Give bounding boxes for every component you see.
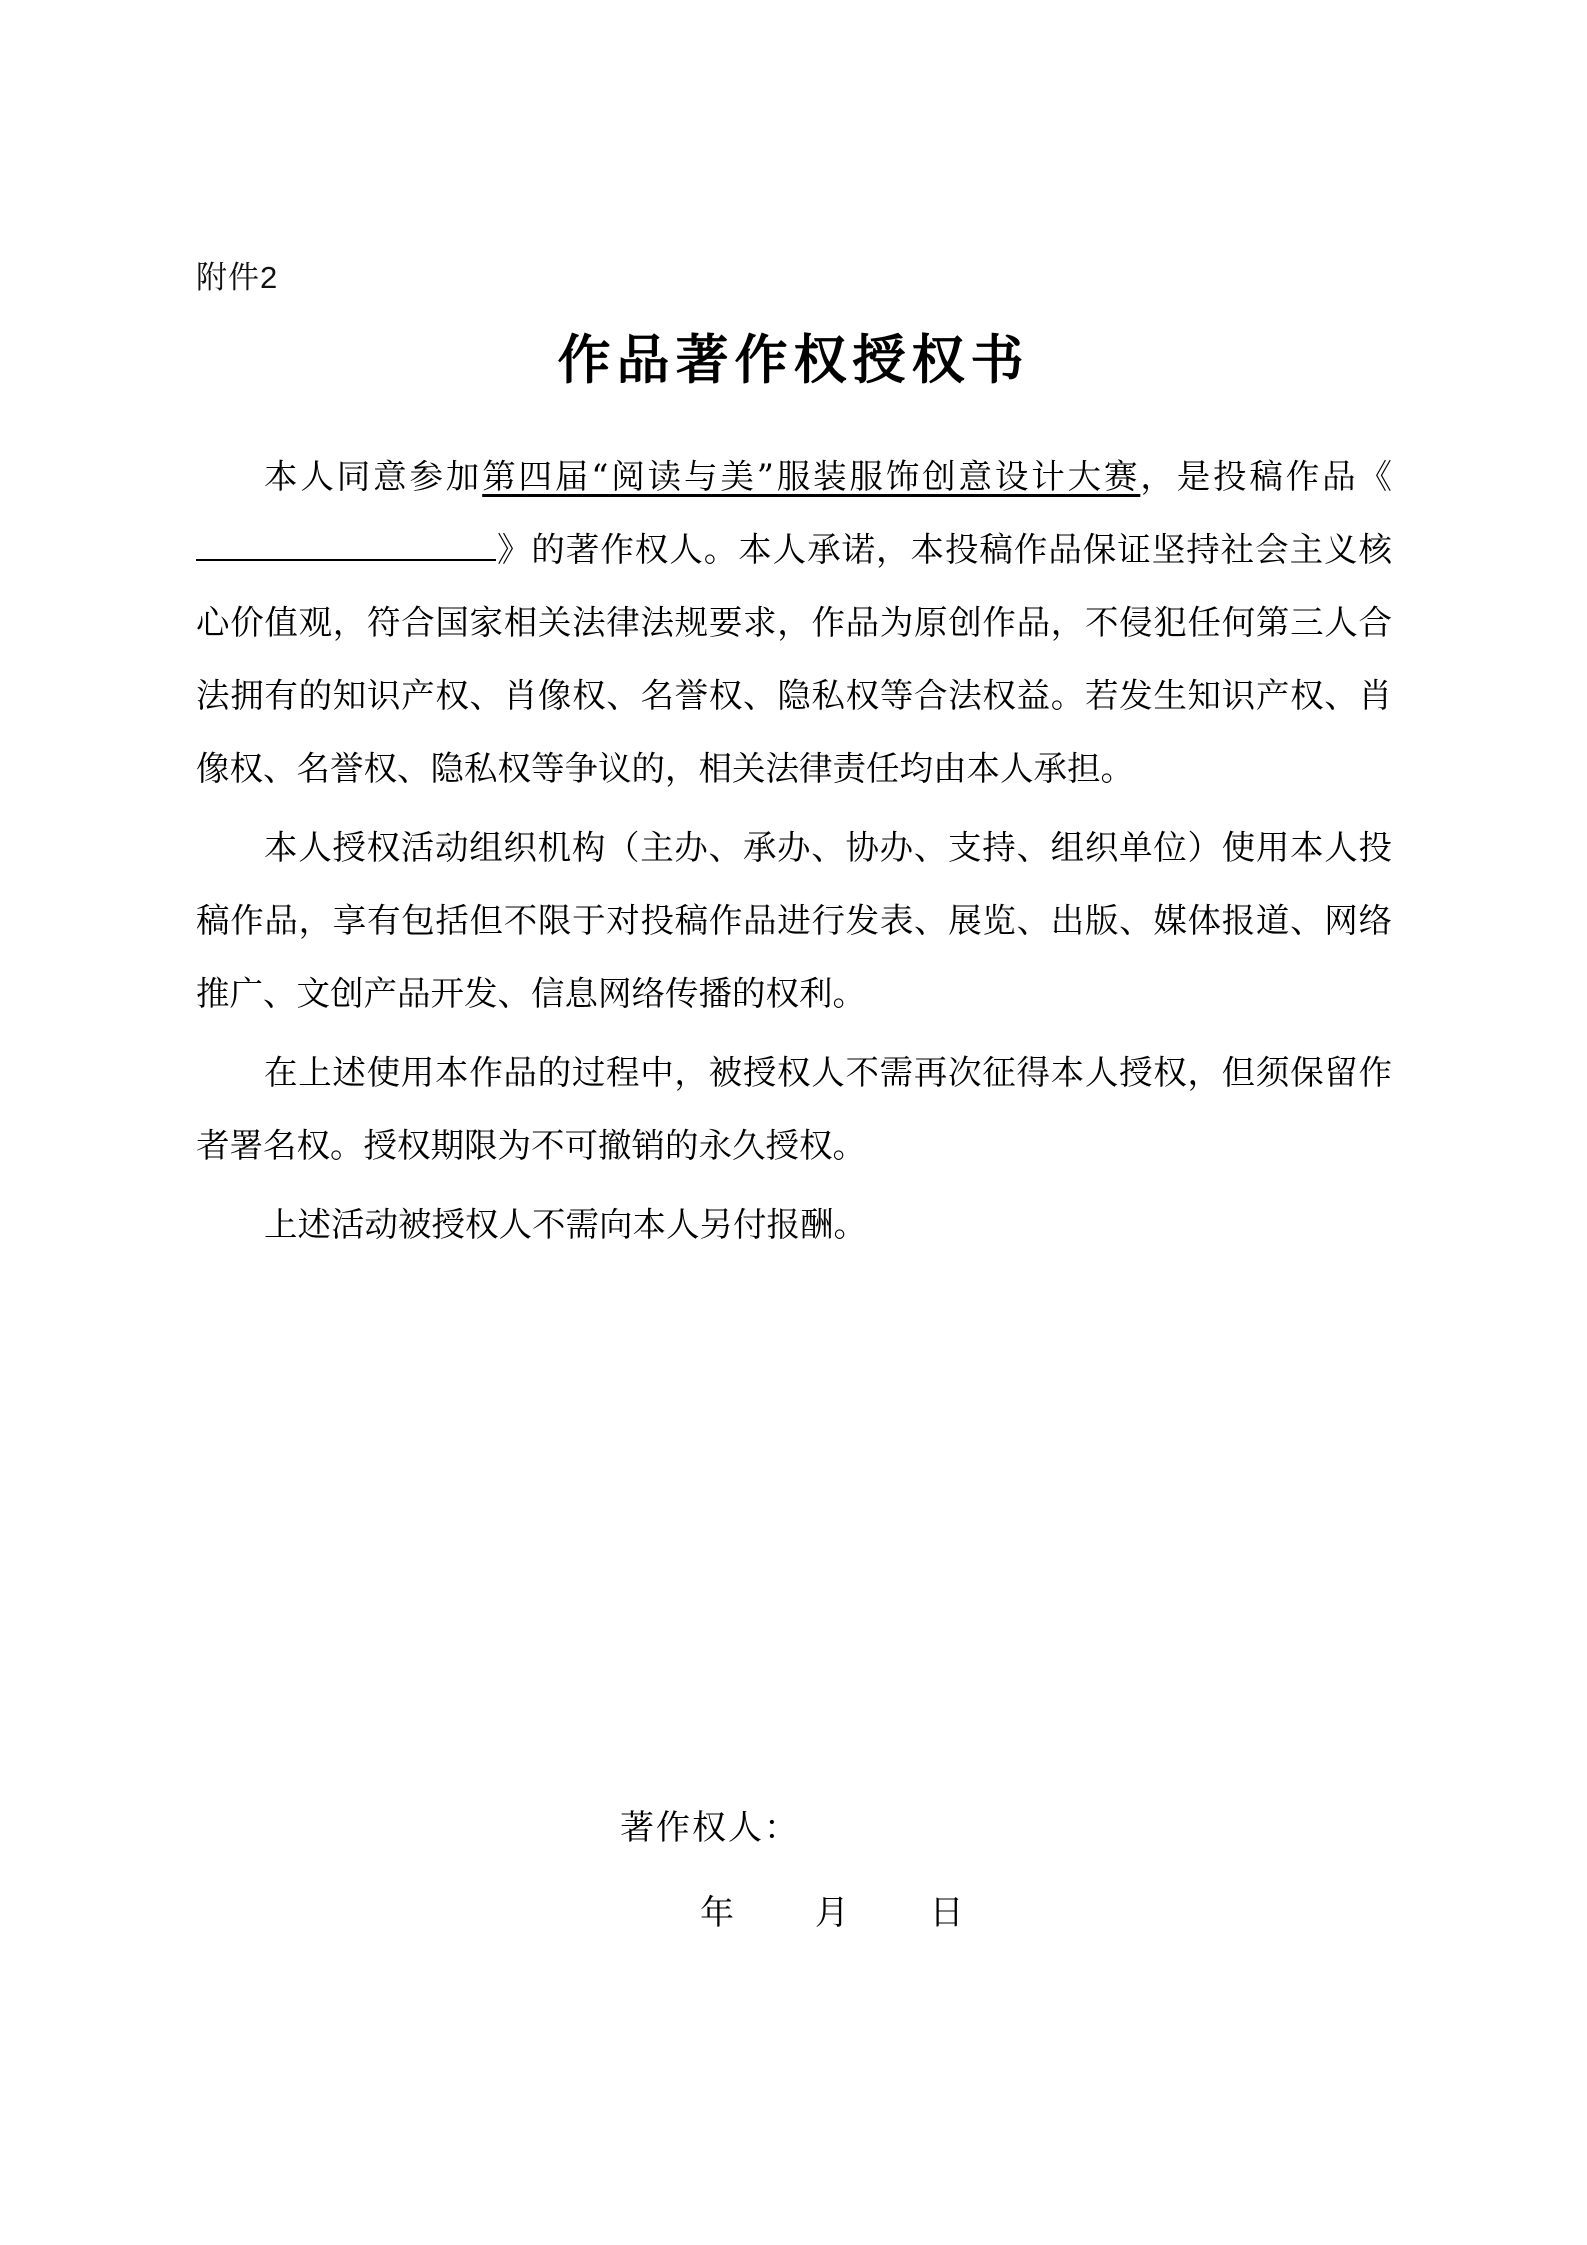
paragraph-text: 》的著作权人。本人承诺，本投稿作品保证坚持社会主义核心价值观，符合国家相关法律法规要求，作品为原创作品，不侵犯任何第三人合法拥有的知识产权、肖像权、名誉权、隐私权等合法权益。若发生知识产权、肖像权、名誉权、隐私权等争议的，相关法律责任均由本人承担。: [196, 530, 1392, 788]
paragraph: [196, 1036, 1392, 1182]
page-title: 作品著作权授权书: [557, 329, 1030, 391]
paragraph-text: ，是投稿作品《: [1140, 457, 1393, 496]
work-title-blank-field[interactable]: [196, 525, 496, 561]
date-day-label: 日: [929, 1893, 966, 1933]
paragraph-text: 本人授权活动组织机构（主办、承办、协办、支持、组织单位）使用本人投稿作品，享有包括但不限于对投稿作品进行发表、展览、出版、媒体报道、网络推广、文创产品开发、信息网络传播的权利。: [196, 828, 1392, 1013]
competition-name-underlined: 第四届“阅读与美”服装服饰创意设计大赛: [482, 457, 1141, 496]
date-year-label: 年: [700, 1893, 736, 1933]
date-month-label: 月: [814, 1893, 851, 1933]
paragraph-container: [196, 440, 1392, 1261]
copyright-owner-signature-label: 著作权人：: [620, 1808, 800, 1848]
paragraph: [196, 1188, 1392, 1261]
document-body: [196, 440, 1392, 1267]
paragraph: [196, 440, 1392, 805]
paragraph-text: 本人同意参加: [264, 457, 483, 496]
paragraph-text: 在上述使用本作品的过程中，被授权人不需再次征得本人授权，但须保留作者署名权。授权期限为不可撤销的永久授权。: [196, 1053, 1392, 1165]
paragraph-text: 上述活动被授权人不需向本人另付报酬。: [264, 1205, 867, 1244]
signature-date-row: [700, 1885, 966, 1934]
paragraph: [196, 811, 1392, 1030]
attachment-label: 附件2: [196, 260, 279, 295]
